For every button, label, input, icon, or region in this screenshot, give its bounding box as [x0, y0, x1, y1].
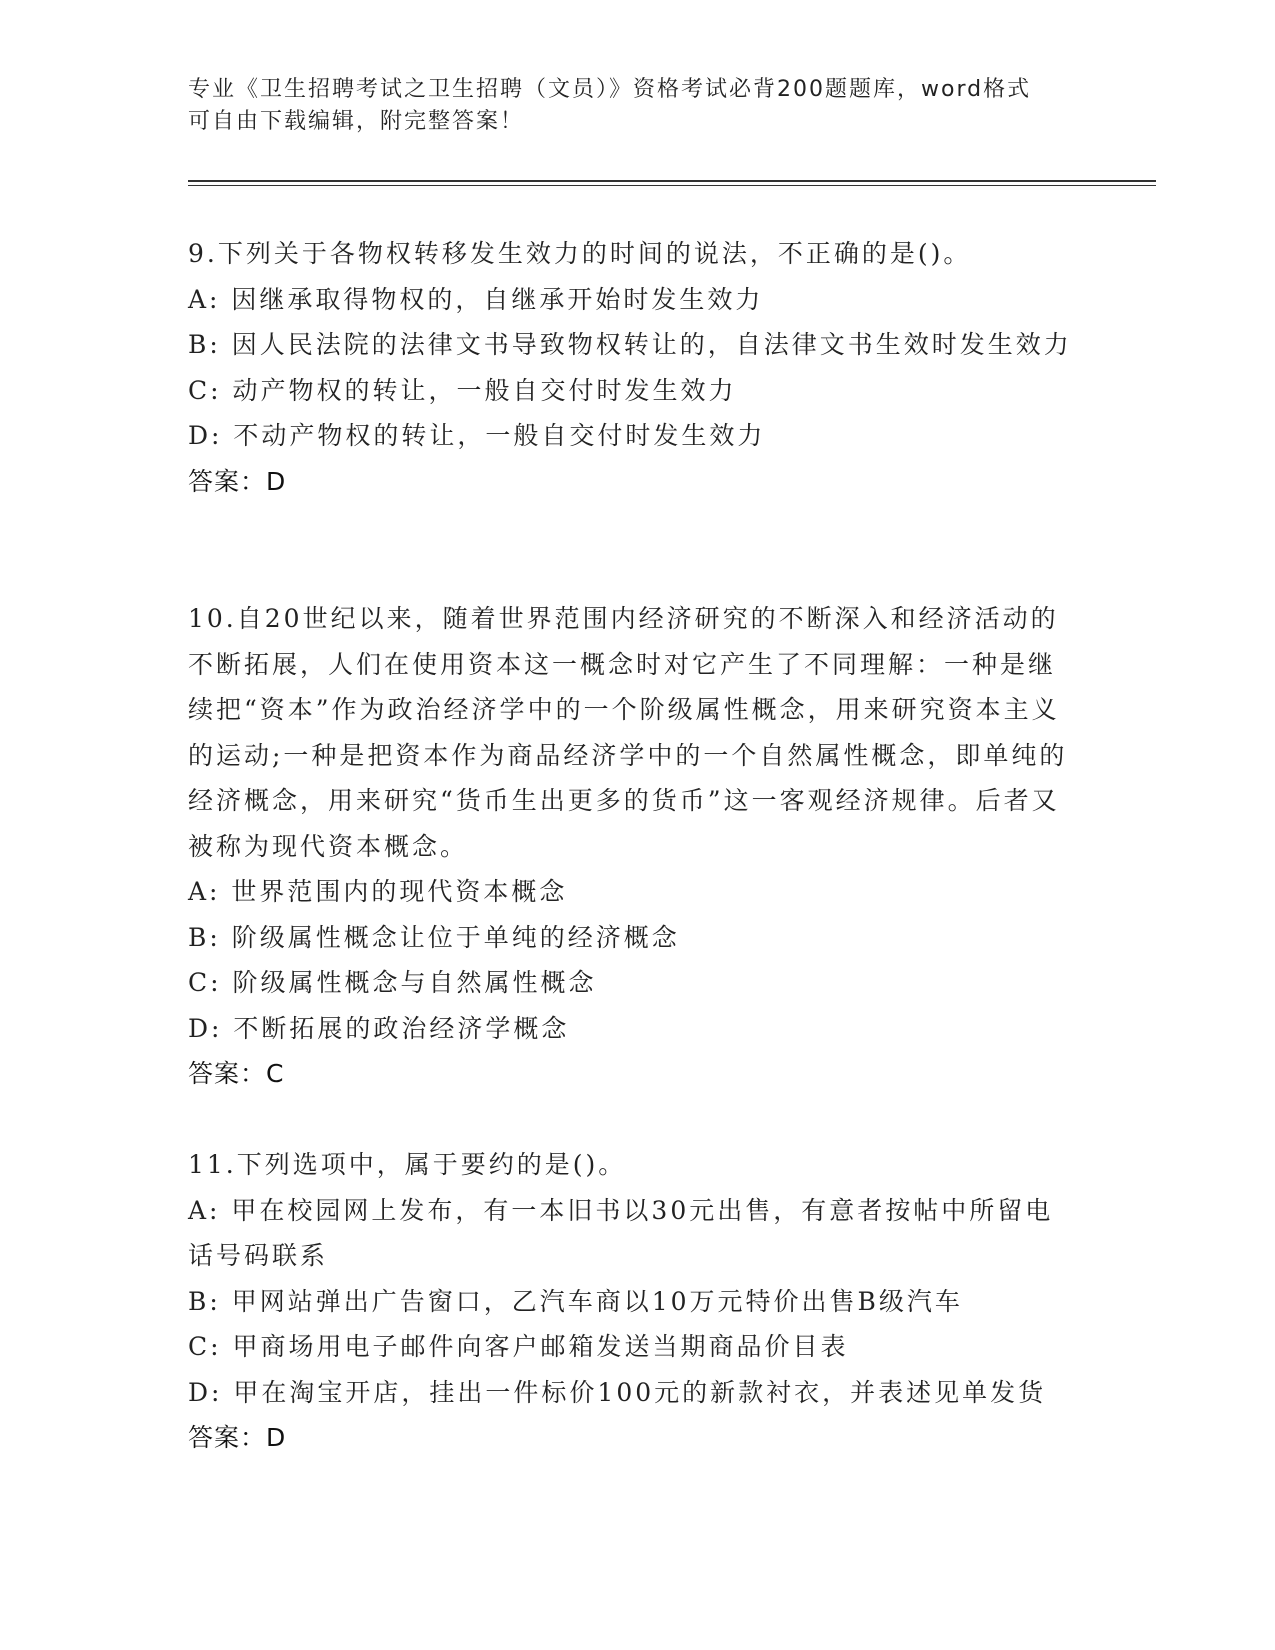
header-divider-thin: [188, 185, 1156, 186]
document-header: [188, 74, 1088, 138]
option-a: A: 甲在校园网上发布，有一本旧书以30元出售，有意者按帖中所留电话号码联系: [188, 1195, 1054, 1270]
option-d: D: 甲在淘宝开店，挂出一件标价100元的新款衬衣，并表述见单发货: [188, 1377, 1047, 1407]
question-block-9: [188, 231, 1078, 504]
question-text: 9.下列关于各物权转移发生效力的时间的说法，不正确的是()。: [188, 239, 972, 268]
question-text: 10.自20世纪以来，随着世界范围内经济研究的不断深入和经济活动的不断拓展，人们在使用资本这一概念时对它产生了不同理解：一种是继续把“资本”作为政治经济学中的一个阶级属性概念，用来研究资本主义的运动;一种是把资本作为商品经济学中的一个自然属性概念，即单纯的经济概念，用来研究“货币生出更多的货币”这一客观经济规律。后者又被称为现代资本概念。: [188, 604, 1068, 861]
question-text: 11.下列选项中，属于要约的是()。: [188, 1150, 627, 1179]
question-block-11: [188, 1142, 1078, 1461]
answer-label: 答案：C: [188, 1059, 285, 1088]
answer-label: 答案：D: [188, 1423, 287, 1452]
option-d: D: 不断拓展的政治经济学概念: [188, 1013, 570, 1043]
option-d: D: 不动产物权的转让，一般自交付时发生效力: [188, 421, 766, 450]
option-b: B: 甲网站弹出广告窗口，乙汽车商以10万元特价出售B级汽车: [188, 1286, 963, 1316]
option-c: C: 阶级属性概念与自然属性概念: [188, 968, 597, 997]
option-a: A: 世界范围内的现代资本概念: [188, 877, 568, 906]
option-b: B: 因人民法院的法律文书导致物权转让的，自法律文书生效时发生效力: [188, 330, 1072, 359]
header-line-2: 可自由下载编辑，附完整答案！: [188, 109, 525, 134]
option-b: B: 阶级属性概念让位于单纯的经济概念: [188, 922, 680, 952]
answer-label: 答案：D: [188, 466, 287, 496]
option-c: C: 甲商场用电子邮件向客户邮箱发送当期商品价目表: [188, 1332, 849, 1361]
option-c: C: 动产物权的转让，一般自交付时发生效力: [188, 375, 737, 405]
question-block-10: [188, 596, 1078, 1097]
header-divider-thick: [188, 180, 1156, 182]
option-a: A: 因继承取得物权的，自继承开始时发生效力: [188, 284, 764, 314]
header-line-1: 专业《卫生招聘考试之卫生招聘（文员）》资格考试必背200题题库，word格式: [188, 77, 1032, 102]
